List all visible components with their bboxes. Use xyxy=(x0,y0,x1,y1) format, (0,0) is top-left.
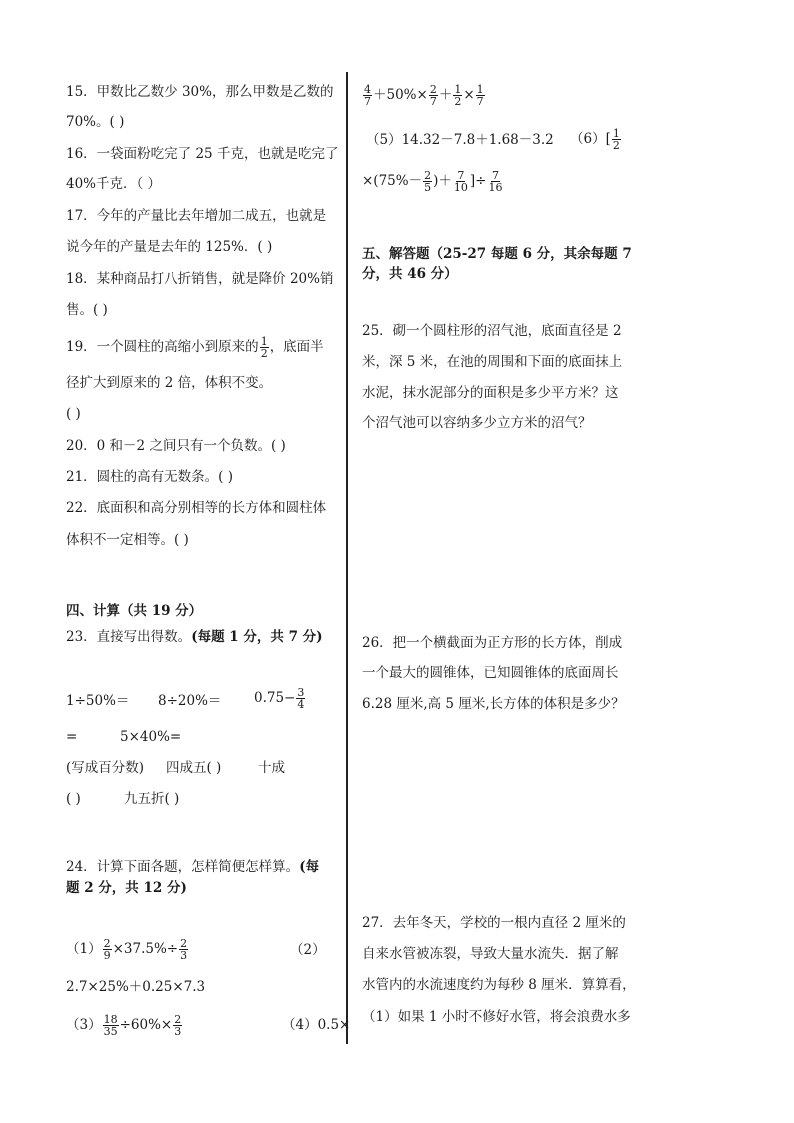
q15-line2: 70%。( ) xyxy=(66,114,125,130)
q27-line2: 自来水管被冻裂，导致大量水流失．据了解 xyxy=(362,946,619,962)
q19-line1 xyxy=(66,336,324,359)
q27-line4: （1）如果 1 小时不修好水管，将会浪费水多 xyxy=(362,1009,631,1025)
q23-item-5: (写成百分数) xyxy=(66,760,145,776)
fraction-two-ninths: $\frac{2}{9}$ xyxy=(103,937,111,962)
column-divider xyxy=(346,72,348,1044)
fraction-seven-tenths: $\frac{7}{10}$ xyxy=(453,169,468,194)
q27-line1: 27．去年冬天，学校的一根内直径 2 厘米的 xyxy=(362,915,626,931)
q27-line3: 水管内的水流速度约为每秒 8 厘米．算算看， xyxy=(362,977,636,993)
q24-part-1: （1） $\frac{2}{9}$ ×37.5%÷ $\frac{2}{3}$ xyxy=(66,937,188,962)
q25-line3: 水泥，抹水泥部分的面积是多少平方米？这 xyxy=(362,385,619,401)
fraction-one-seventh: $\frac{1}{7}$ xyxy=(476,83,484,108)
q23-item-7: 十成 xyxy=(258,760,285,776)
fraction-eighteen-35ths: $\frac{18}{35}$ xyxy=(103,1013,118,1038)
q23-item-1: 1÷50%＝ xyxy=(66,693,130,709)
q24-title-line1: 24．计算下面各题，怎样简便怎样算。(每 xyxy=(66,859,320,875)
fraction-one-half-b: $\frac{1}{2}$ xyxy=(454,83,462,108)
q17-line2: 说今年的产量是去年的 125%．( ) xyxy=(66,239,273,255)
right-part-6-continued: ×(75%－ $\frac{2}{5}$ )＋ $\frac{7}{10}$ ]÷ $\frac{7}{16}$ xyxy=(362,169,503,194)
fraction-two-thirds: $\frac{2}{3}$ xyxy=(180,937,188,962)
right-top-expression: $\frac{4}{7}$ ＋50%× $\frac{2}{7}$ ＋ $\frac{1}{2}$ × $\frac{1}{7}$ xyxy=(364,83,484,108)
q16-line2: 40%千克．（ ） xyxy=(66,176,162,192)
q23-blank: ( ) xyxy=(66,791,81,807)
q19-line2: 径扩大到原来的 2 倍，体积不变。 xyxy=(66,375,273,391)
fraction-two-thirds-b: $\frac{2}{3}$ xyxy=(174,1013,182,1038)
right-part-5: （5）14.32－7.8＋1.68－3.2 xyxy=(366,132,554,148)
q24-part-4: （4）0.5× xyxy=(282,1017,351,1033)
q20: 20．0 和－2 之间只有一个负数。( ) xyxy=(66,438,286,454)
q23-equals: = xyxy=(66,729,78,745)
q24-part-2-expression: 2.7×25%＋0.25×7.3 xyxy=(66,979,206,995)
section-5-heading-line2: 分，共 46 分） xyxy=(362,266,458,282)
q17-line1: 17．今年的产量比去年增加二成五，也就是 xyxy=(66,208,327,224)
q25-line4: 个沼气池可以容纳多少立方米的沼气？ xyxy=(362,415,592,431)
q24-title-line2: 题 2 分，共 12 分) xyxy=(66,880,187,896)
section-5-heading-line1: 五、解答题（25-27 每题 6 分，其余每题 7 xyxy=(362,246,632,262)
fraction-one-half: $\frac{1}{2}$ xyxy=(260,335,268,360)
q21: 21．圆柱的高有无数条。( ) xyxy=(66,469,234,485)
q23-item-6: 四成五( ) xyxy=(166,760,222,776)
fraction-two-sevenths: $\frac{2}{7}$ xyxy=(429,83,437,108)
q25-line2: 米，深 5 米，在池的周围和下面的底面抹上 xyxy=(362,354,623,370)
q23-item-2: 8÷20%＝ xyxy=(158,693,222,709)
q15-line1: 15．甲数比乙数少 30%，那么甲数是乙数的 xyxy=(66,84,334,100)
q26-line1: 26．把一个横截面为正方形的长方体，削成 xyxy=(362,635,623,651)
q26-line3: 6.28 厘米,高 5 厘米,长方体的体积是多少？ xyxy=(362,696,625,712)
q24-part-3: （3） $\frac{18}{35}$ ÷60%× $\frac{2}{3}$ xyxy=(66,1013,182,1038)
q19-text-a: 19．一个圆柱的高缩小到原来的 xyxy=(66,339,259,355)
q19-text-b: ，底面半 xyxy=(269,339,324,355)
q22-line2: 体积不一定相等。( ) xyxy=(66,532,189,548)
q18-line2: 售。( ) xyxy=(66,302,108,318)
fraction-four-sevenths: $\frac{4}{7}$ xyxy=(364,83,371,108)
q16-line1: 16．一袋面粉吃完了 25 千克，也就是吃完了 xyxy=(66,146,339,162)
fraction-one-half-c: $\frac{1}{2}$ xyxy=(612,127,620,152)
q23-title: 23．直接写出得数。(每题 1 分，共 7 分) xyxy=(66,629,323,645)
q19-line3: ( ) xyxy=(66,406,81,422)
q23-item-4: 5×40%= xyxy=(120,729,182,745)
q22-line1: 22．底面积和高分别相等的长方体和圆柱体 xyxy=(66,500,327,516)
fraction-three-quarters: $\frac{3}{4}$ xyxy=(297,686,305,711)
right-part-6: （6）[ $\frac{1}{2}$ xyxy=(570,127,620,152)
fraction-seven-16ths: $\frac{7}{16}$ xyxy=(488,169,503,194)
fraction-two-fifths: $\frac{2}{5}$ xyxy=(424,169,432,194)
q18-line1: 18．某种商品打八折销售，就是降价 20%销 xyxy=(66,271,334,287)
q23-item-8: 九五折( ) xyxy=(124,791,180,807)
q23-item-3: 0.75− $\frac{3}{4}$ xyxy=(254,686,305,711)
q26-line2: 一个最大的圆锥体，已知圆锥体的底面周长 xyxy=(362,665,619,681)
section-4-heading: 四、计算（共 19 分） xyxy=(66,603,203,619)
q24-part-2-label: （2） xyxy=(290,942,326,958)
q25-line1: 25．砌一个圆柱形的沼气池，底面直径是 2 xyxy=(362,323,622,339)
